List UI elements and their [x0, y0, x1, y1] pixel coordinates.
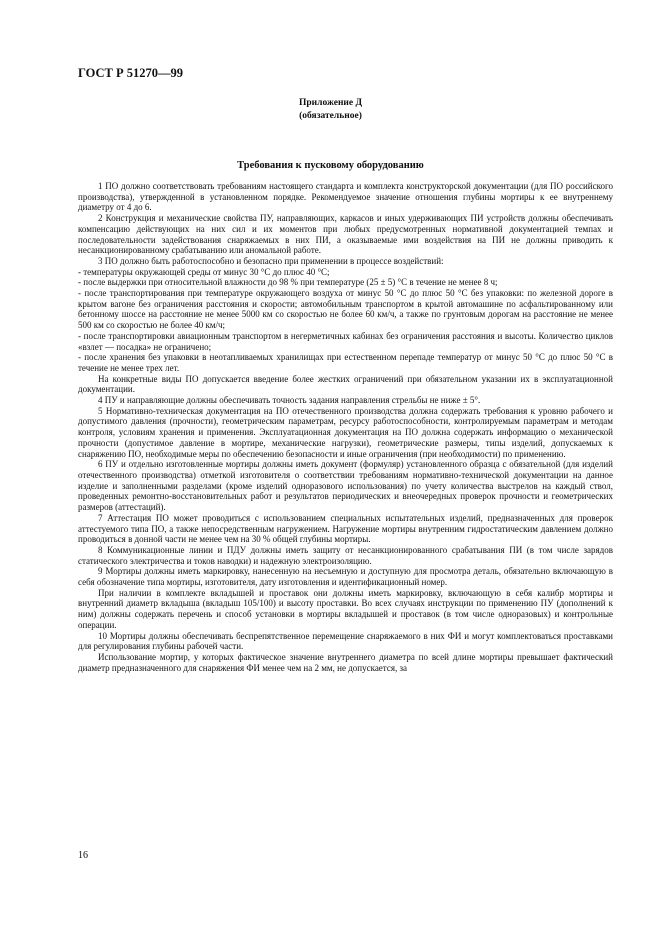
paragraph-restrictions: На конкретные виды ПО допускается введение более жестких ограничений при обязательном указании их в эксплуатационной документации.: [78, 373, 613, 395]
standard-header: ГОСТ Р 51270—99: [78, 66, 184, 80]
paragraph-1: 1 ПО должно соответствовать требованиям настоящего стандарта и комплекта конструкторской документации (для ПО российского производства), утвержденной в установленном порядке. Рекомендуемое значение отношения глубины мортиры к ее внутреннему диаметру от 4 до 6.: [78, 181, 613, 213]
appendix-title: Приложение Д: [298, 98, 363, 108]
appendix-status: (обязательное): [299, 111, 362, 121]
paragraph-10-usage: Использование мортир, у которых фактическое значение внутреннего диаметра по всей длине мортиры превышает фактический диаметр предназначенного для снаряжения ФИ менее чем на 2 мм, не допускается, за: [78, 651, 613, 673]
paragraph-10: 10 Мортиры должны обеспечивать беспрепятственное перемещение снаряжаемого в них ФИ и могут комплектоваться проставками для регулирования глубины рабочей части.: [78, 630, 613, 652]
list-item-temperature: - температуры окружающей среды от минус 30 °С до плюс 40 °С;: [78, 266, 330, 277]
paragraph-8: 8 Коммуникационные линии и ПДУ должны иметь защиту от несанкционированного срабатывания ПИ (в том числе зарядов статического электричества и токов наводки) и надежную электроизоляцию.: [78, 544, 613, 566]
paragraph-6: 6 ПУ и отдельно изготовленные мортиры должны иметь документ (формуляр) установленного образца с обязательной (для изделий отечественного производства) отметкой изготовителя о соответствии требованиям нормативно-технической документации на данное изделие и заполненными разделами (кроме изделий одноразового использования) по учету количества выстрелов на каждый ствол, проведенных ремонтно-восстановительных работ и результатов периодических и внеочередных проверок прочности и геометрических размеров (аттестаций).: [78, 459, 613, 513]
paragraph-2: 2 Конструкция и механические свойства ПУ, направляющих, каркасов и иных удерживающих ПИ устройств должны обеспечивать компенсацию действующих на них сил и их моментов при любых предусмотренных нормативной документацией темпах и последовательности задействования снаряжаемых в них ПИ, а оказываемые ими воздействия на ПИ не должны приводить к несанкционированному срабатыванию или аномальной работе.: [78, 213, 613, 256]
list-item-humidity: - после выдержки при относительной влажности до 98 % при температуре (25 ± 5) °С в течение не менее 8 ч;: [78, 277, 498, 288]
page-number: 16: [78, 850, 88, 861]
list-item-transport: - после транспортирования при температуре окружающего воздуха от минус 50 °С до плюс 50 °С без упаковки: по железной дороге в крытом вагоне без ограничения расстояния и скорости; автомобильным транспортом в крытой автомашине по асфальтированному или бетонному шоссе на расстояние не менее 5000 км со скоростью не более 60 км/ч, а также по грунтовым дорогам на расстояние не менее 500 км со скоростью не более 40 км/ч;: [78, 288, 613, 331]
paragraph-7: 7 Аттестация ПО может проводиться с использованием специальных испытательных изделий, предназначенных для проверок аттестуемого типа ПО, а также непосредственным нагружением. Нагружение мортиры внутренним гидростатическим давлением должно проводиться в донной части не менее чем на 30 % общей глубины мортиры.: [78, 512, 613, 545]
paragraph-3: 3 ПО должно быть работоспособно и безопасно при применении в процессе воздействий:: [98, 255, 444, 266]
list-item-storage: - после хранения без упаковки в неотапливаемых хранилищах при естественном перепаде температур от минус 50 °С до плюс 50 °С в течение не менее трех лет.: [78, 352, 613, 373]
paragraph-9-inserts: При наличии в комплекте вкладышей и проставок они должны иметь маркировку, включающую в себя калибр мортиры и внутренний диаметр вкладыша (вкладыш 105/100) и высоту проставки. Во всех случаях инструкции по применению ПУ (дополнений к ним) должны содержать перечень и способ установки в мортиры вкладышей и проставок (в том числе одноразовых) и контрольные операции.: [78, 587, 613, 630]
list-item-air-transport: - после транспортировки авиационным транспортом в негерметичных кабинах без ограничения расстояния и высоты. Количество циклов «взлет — посадка» не ограничено;: [78, 330, 613, 352]
paragraph-5: 5 Нормативно-техническая документация на ПО отечественного производства должна содержать требования к уровню рабочего и допустимого давления (прочности), геометрическим параметрам, ресурсу работоспособности, контролируемым параметрам и методам контроля, условиям хранения и применения. Эксплуатационная документация на ПО должна содержать информацию о механической прочности (допустимое давление в мортире, механические нагрузки), геометрические размеры, типы изделий, допускаемых к снаряжению ПО, необходимые меры по обеспечению безопасности и иные ограничения (при необходимости) по применению.: [78, 405, 613, 459]
document-body: [78, 181, 613, 673]
paragraph-9: 9 Мортиры должны иметь маркировку, нанесенную на несъемную и доступную для просмотра деталь, обязательно включающую в себя обозначение типа мортиры, изготовителя, дату изготовления и идентификационный номер.: [78, 566, 613, 588]
paragraph-4: 4 ПУ и направляющие должны обеспечивать точность задания направления стрельбы не ниже ± 5°.: [98, 395, 481, 406]
section-title: Требования к пусковому оборудованию: [237, 160, 424, 171]
